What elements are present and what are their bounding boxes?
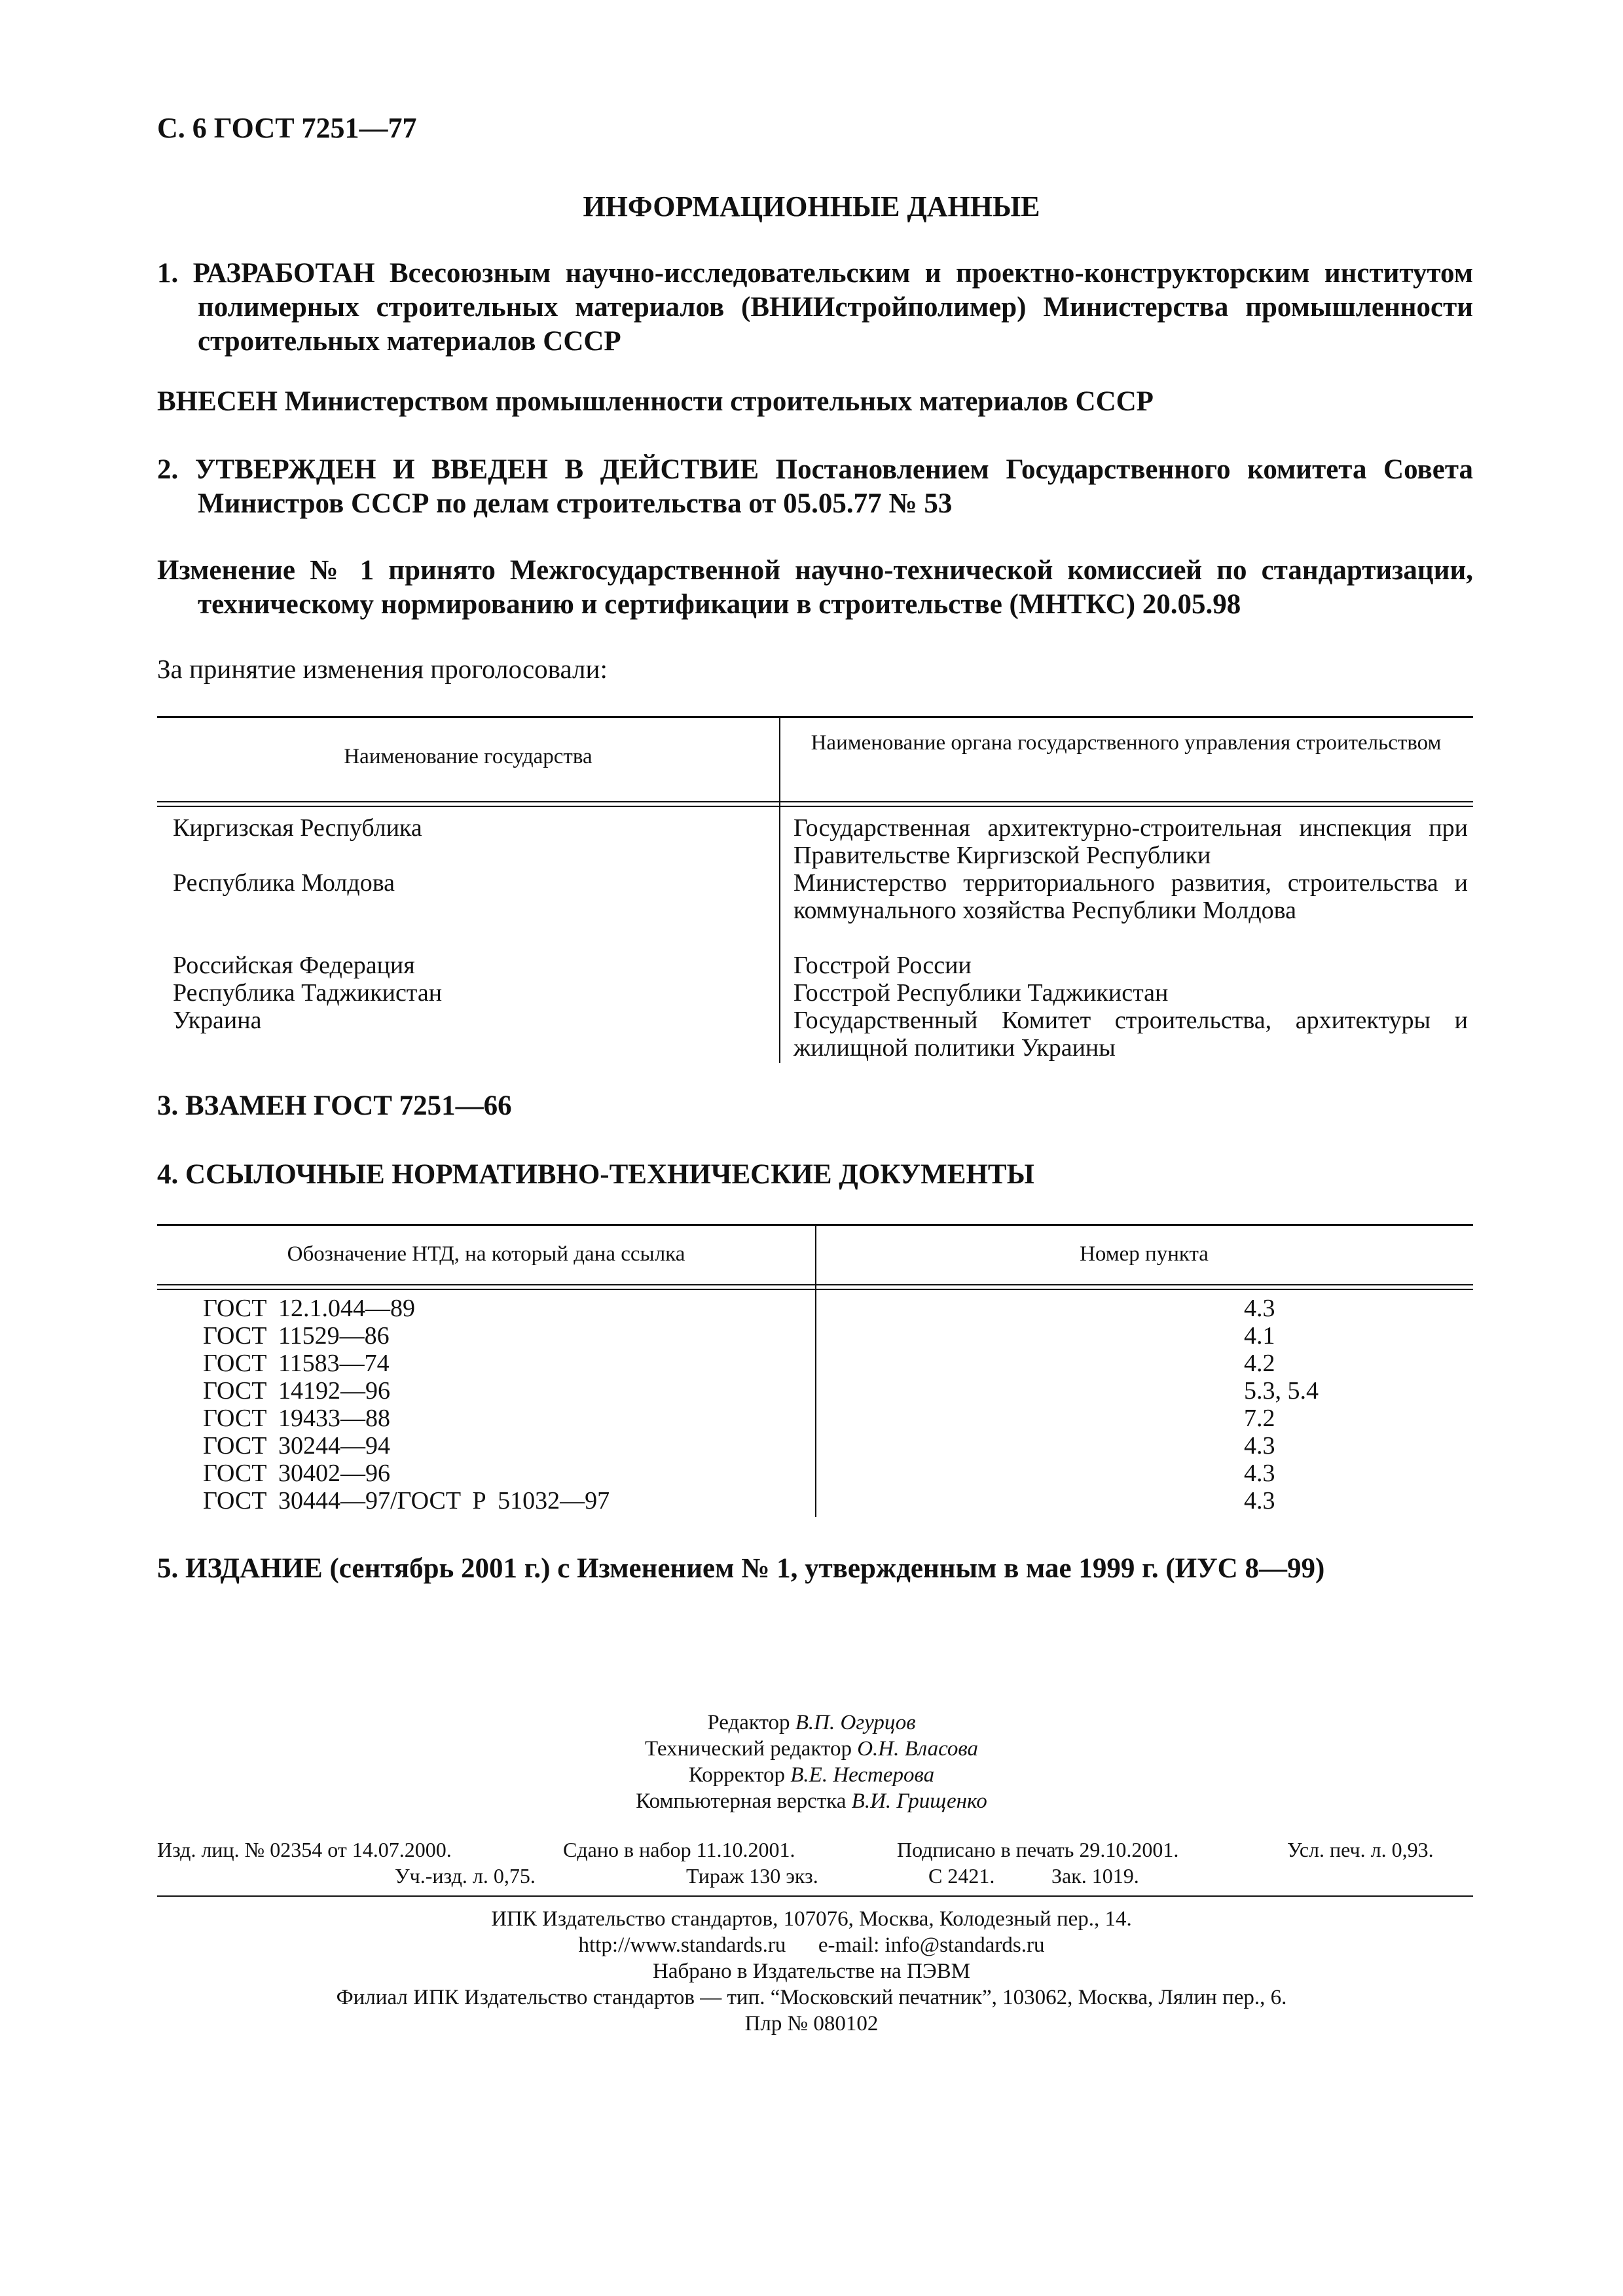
credit-line	[0, 1736, 1623, 1762]
table-rule	[157, 716, 1473, 718]
introduced-paragraph: ВНЕСЕН Министерством промышленности строительных материалов СССР	[157, 386, 1154, 417]
table-cell-item: 4.3	[1244, 1487, 1275, 1515]
table-cell-item: 5.3, 5.4	[1244, 1377, 1319, 1405]
table-cell-state: Российская Федерация	[173, 952, 415, 979]
footer-line: Плр № 080102	[744, 2012, 879, 2036]
amendment-text: Изменение № 1 принято Межгосударственной научно-технической комиссией по стандартизации, техническому нормированию и сертификации в строительстве (МНТКС) 20.05.98	[157, 555, 1473, 620]
column-header-organ: Наименование органа государственного управления строительством	[811, 731, 1442, 755]
page-header: С. 6 ГОСТ 7251—77	[157, 112, 417, 144]
imprint-run: Тираж 130 экз.	[686, 1864, 818, 1888]
table-cell-state: Республика Таджикистан	[173, 979, 443, 1007]
column-header-document: Обозначение НТД, на который дана ссылка	[287, 1242, 685, 1266]
table-rule	[157, 806, 1473, 807]
credit-role: Редактор	[707, 1711, 790, 1734]
page-title: ИНФОРМАЦИОННЫЕ ДАННЫЕ	[583, 190, 1040, 223]
table-cell-document: ГОСТ 14192—96	[203, 1377, 390, 1405]
table-cell-item: 4.1	[1244, 1322, 1275, 1350]
table-column-divider	[779, 716, 780, 1063]
table-cell-organ: Госстрой Республики Таджикистан	[793, 979, 1169, 1007]
table-cell-item: 4.2	[1244, 1350, 1275, 1377]
table-cell-organ: Госстрой России	[793, 952, 972, 979]
table-cell-item: 4.3	[1244, 1432, 1275, 1460]
table-cell-organ: Министерство территориального развития, строительства и коммунального хозяйства Республики Молдова	[793, 869, 1468, 924]
credit-line	[0, 1788, 1623, 1814]
table-cell-document: ГОСТ 30402—96	[203, 1460, 390, 1487]
credit-line	[0, 1762, 1623, 1788]
table-cell-item: 4.3	[1244, 1460, 1275, 1487]
table-cell-document: ГОСТ 30444—97/ГОСТ Р 51032—97	[203, 1487, 610, 1515]
section-1-text: 1. РАЗРАБОТАН Всесоюзным научно-исследовательским и проектно-конструкторским институтом полимерных строительных материалов (ВНИИстройполимер) Министерства промышленности строительных материалов СССР	[157, 258, 1473, 357]
credit-role: Технический редактор	[644, 1737, 852, 1761]
imprint-c: С 2421.	[928, 1864, 995, 1888]
section-2-text: 2. УТВЕРЖДЕН И ВВЕДЕН В ДЕЙСТВИЕ Постановлением Государственного комитета Совета Министров СССР по делам строительства от 05.05.77 № 53	[157, 454, 1473, 519]
publisher-footer	[0, 1906, 1623, 2037]
imprint-signed: Подписано в печать 29.10.2001.	[897, 1838, 1179, 1861]
voted-line: За принятие изменения проголосовали:	[157, 654, 608, 684]
footer-line: Набрано в Издательстве на ПЭВМ	[653, 1960, 970, 1983]
footer-line: http://www.standards.ru e-mail: info@standards.ru	[578, 1933, 1045, 1957]
imprint-sheets: Усл. печ. л. 0,93.	[1287, 1838, 1434, 1861]
credits-block	[0, 1710, 1623, 1814]
table-cell-item: 4.3	[1244, 1295, 1275, 1322]
credit-name: В.И. Грищенко	[851, 1789, 987, 1813]
table-cell-state: Киргизская Республика	[173, 814, 422, 842]
table-cell-item: 7.2	[1244, 1405, 1275, 1432]
table-cell-document: ГОСТ 11529—86	[203, 1322, 390, 1350]
footer-rule	[157, 1895, 1473, 1897]
imprint-submitted: Сдано в набор 11.10.2001.	[563, 1838, 795, 1861]
amendment-paragraph	[157, 554, 1473, 622]
credit-name: В.Е. Нестерова	[790, 1763, 935, 1787]
section-1	[157, 257, 1473, 359]
section-4: 4. ССЫЛОЧНЫЕ НОРМАТИВНО-ТЕХНИЧЕСКИЕ ДОКУМЕНТЫ	[157, 1159, 1034, 1190]
imprint-order: Зак. 1019.	[1051, 1864, 1139, 1888]
table-cell-document: ГОСТ 11583—74	[203, 1350, 390, 1377]
table-cell-document: ГОСТ 30244—94	[203, 1432, 390, 1460]
table-cell-organ: Государственная архитектурно-строительная инспекция при Правительстве Киргизской Республики	[793, 814, 1468, 869]
column-header-item: Номер пункта	[1080, 1242, 1209, 1266]
credit-name: О.Н. Власова	[857, 1737, 979, 1761]
credit-name: В.П. Огурцов	[795, 1711, 916, 1734]
section-3: 3. ВЗАМЕН ГОСТ 7251—66	[157, 1090, 512, 1121]
section-5: 5. ИЗДАНИЕ (сентябрь 2001 г.) с Изменением № 1, утвержденным в мае 1999 г. (ИУС 8—99)	[157, 1553, 1325, 1584]
table-cell-state: Украина	[173, 1007, 262, 1034]
credit-role: Компьютерная верстка	[636, 1789, 847, 1813]
credit-line	[0, 1710, 1623, 1736]
credit-role: Корректор	[688, 1763, 785, 1787]
footer-line: Филиал ИПК Издательство стандартов — тип. “Московский печатник”, 103062, Москва, Лялин пер., 6.	[336, 1986, 1287, 2009]
table-cell-document: ГОСТ 19433—88	[203, 1405, 390, 1432]
table-cell-organ: Государственный Комитет строительства, архитектуры и жилищной политики Украины	[793, 1007, 1468, 1062]
table-column-divider	[815, 1224, 816, 1517]
imprint-pub-sheets: Уч.-изд. л. 0,75.	[395, 1864, 536, 1888]
table-rule	[157, 801, 1473, 802]
footer-line: ИПК Издательство стандартов, 107076, Москва, Колодезный пер., 14.	[491, 1907, 1132, 1931]
table-cell-document: ГОСТ 12.1.044—89	[203, 1295, 415, 1322]
column-header-state: Наименование государства	[344, 745, 593, 768]
section-2	[157, 453, 1473, 521]
table-cell-state: Республика Молдова	[173, 869, 395, 897]
imprint-license: Изд. лиц. № 02354 от 14.07.2000.	[157, 1838, 452, 1861]
